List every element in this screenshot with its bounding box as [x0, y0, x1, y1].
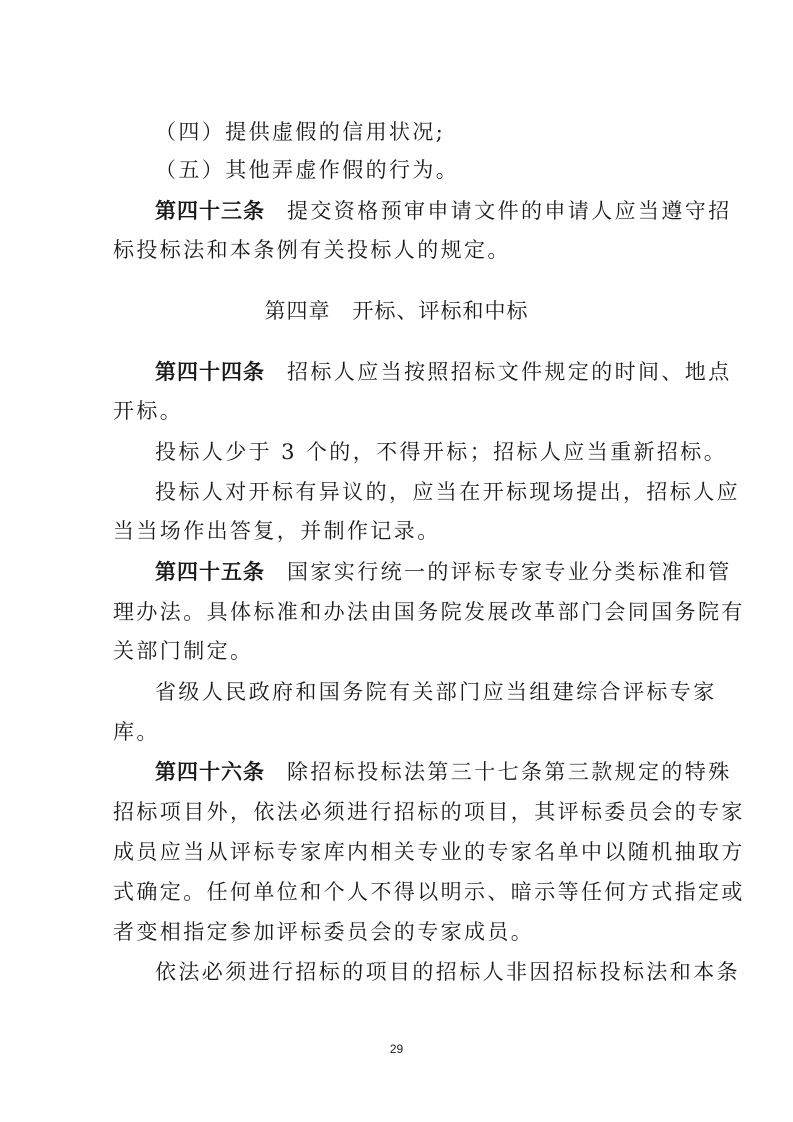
article-45-line	[155, 557, 732, 587]
article-text: 除招标投标法第三十七条第三款规定的特殊	[287, 760, 732, 784]
paragraph-line: 依法必须进行招标的项目的招标人非因招标投标法和本条	[155, 960, 740, 984]
chapter-number: 第四章	[264, 299, 331, 323]
article-46-line	[155, 757, 732, 787]
article-43-line	[155, 196, 732, 226]
paragraph-line: 式确定。任何单位和个人不得以明示、暗示等任何方式指定或	[113, 880, 745, 904]
paragraph-line: 标投标法和本条例有关投标人的规定。	[113, 238, 511, 262]
paragraph-line: 关部门制定。	[113, 639, 254, 663]
page-number: 29	[389, 1042, 404, 1056]
chapter-title: 开标、评标和中标	[352, 299, 529, 323]
paragraph-line: 投标人对开标有异议的，应当在开标现场提出，招标人应	[155, 480, 740, 504]
paragraph-line: 理办法。具体标准和办法由国务院发展改革部门会同国务院有	[113, 600, 745, 624]
article-heading: 第四十三条	[155, 199, 265, 223]
paragraph-line: 省级人民政府和国务院有关部门应当组建综合评标专家	[155, 680, 717, 704]
paragraph-line: 招标项目外，依法必须进行招标的项目，其评标委员会的专家	[113, 800, 745, 824]
paragraph-line: 当当场作出答复，并制作记录。	[113, 519, 441, 543]
article-heading: 第四十五条	[155, 560, 265, 584]
article-heading: 第四十六条	[155, 760, 265, 784]
paragraph-line: 成员应当从评标专家库内相关专业的专家名单中以随机抽取方	[113, 840, 745, 864]
article-text: 招标人应当按照招标文件规定的时间、地点	[287, 360, 732, 384]
paragraph-line: 库。	[113, 720, 160, 744]
paragraph-line: 投标人少于 3 个的，不得开标；招标人应当重新招标。	[155, 440, 728, 464]
paragraph-line: （四）提供虚假的信用状况;	[155, 120, 446, 144]
article-44-line	[155, 357, 732, 387]
paragraph-line: 者变相指定参加评标委员会的专家成员。	[113, 920, 535, 944]
paragraph-line: 开标。	[113, 399, 184, 423]
article-text: 提交资格预审申请文件的申请人应当遵守招	[287, 199, 732, 223]
chapter-heading	[0, 296, 793, 326]
article-heading: 第四十四条	[155, 360, 265, 384]
article-text: 国家实行统一的评标专家专业分类标准和管	[287, 560, 732, 584]
paragraph-line: （五）其他弄虚作假的行为。	[155, 158, 460, 182]
